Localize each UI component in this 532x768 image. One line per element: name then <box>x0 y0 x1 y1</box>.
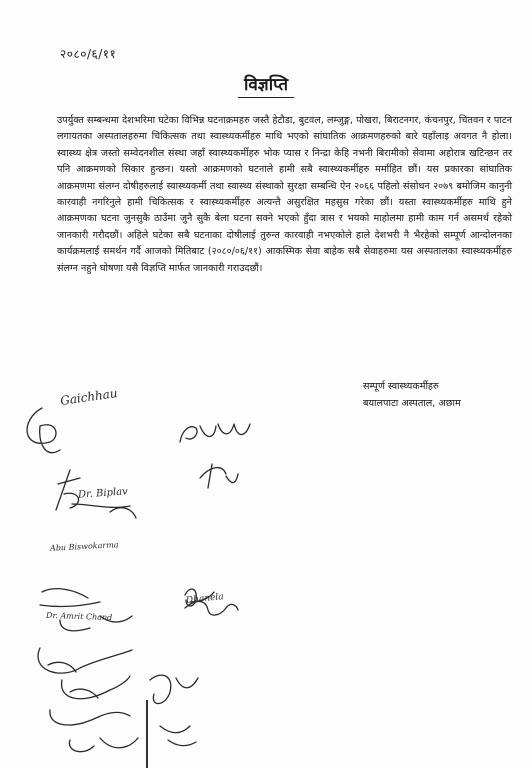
notice-paragraph: उपर्युक्त सम्बन्धमा देशभरिमा घटेका विभिन्न घटनाक्रमहरु जस्तै हेटौडा, बुटवल, लम्जुङ्ग, पोखरा, बिराटनगर, कंचनपुर, चितवन र पाटन लगायतका अस्पतालहरुमा चिकित्सक तथा स्वास्थ्यकर्मीहरु माथि भएको सांघातिक आक्रमणहरुको बारे यहाँलाइ अवगत नै होला। स्वास्थ्य क्षेत्र जस्तो सम्वेदनशील संस्था जहाँ स्वास्थ्यकर्मीहरु भोक प्यास र निन्द्रा केहि नभनी बिरामीको सेवामा अहोरात्र खटिन्छन तर पनि आक्रमणको सिकार हुन्छन। यस्तो आक्रमणको घटनाले हामी सबै स्वास्थ्यकर्मीहरु मर्माहित छौं। यस प्रकारका सांघातिक आक्रमणमा संलग्न दोषीहरुलाई स्वास्थ्यकर्मी तथा स्वास्थ्य संस्थाको सुरक्षा सम्बन्धि ऐन २०६६ पहिलो संसोधन २०७९ बमोजिम कानुनी कारवाही नगरिनुले हामी चिकित्सक र स्वास्थ्यकर्मीहरु अत्यन्तै असुरक्षित महसुस गरेका छौं। यस्ता स्वास्थ्यकर्मीहरु माथि हुने आक्रमणका घटना जुनसुकै ठाउँमा जुनै सुकै बेला घटना सक्ने भएको हुँदा त्रास र भयको माहोलमा हामी काम गर्न असमर्थ रहेको जानकारी गरौदछौं। अहिले घटेका सबै घटनाका दोषीलाई तुरुन्त कारवाही नभएकोले हाले देशभरी नै भैरहेको सम्पूर्ण आन्दोलनका कार्यक्रमलाई समर्थन गर्दै आजको मितिबाट (२०८०/०६/११) आकस्मिक सेवा बाहेक सबै सेवाहरुमा यस अस्पतालका स्वास्थ्यकर्मीहरु संलग्न नहुने घोषणा यसै विज्ञप्ति मार्फत जानकारी गराउदछौं। <box>57 115 512 274</box>
signature-1: Gaichhau <box>59 386 119 408</box>
signatory-line-2: बयालपाटा अस्पताल, अछाम <box>363 398 461 409</box>
notice-title <box>0 72 532 95</box>
signatory-line-1: सम्पूर्ण स्वास्थ्यकर्मीहरु <box>363 381 439 392</box>
notice-date: २०८०/६/११ <box>60 47 117 61</box>
fold-line <box>146 700 148 768</box>
signature-3: Abu Biswokarma <box>49 540 119 553</box>
signature-4: Dr. Amrit Chand <box>45 610 113 623</box>
signature-2: Dr. Biplav <box>77 486 129 501</box>
signature-5: Dhanela <box>185 592 225 606</box>
signatures-area <box>0 380 532 768</box>
notice-title-text: विज्ञप्ति <box>238 75 294 98</box>
handwritten-signatures-drawing <box>0 380 532 768</box>
notice-body <box>57 113 512 277</box>
